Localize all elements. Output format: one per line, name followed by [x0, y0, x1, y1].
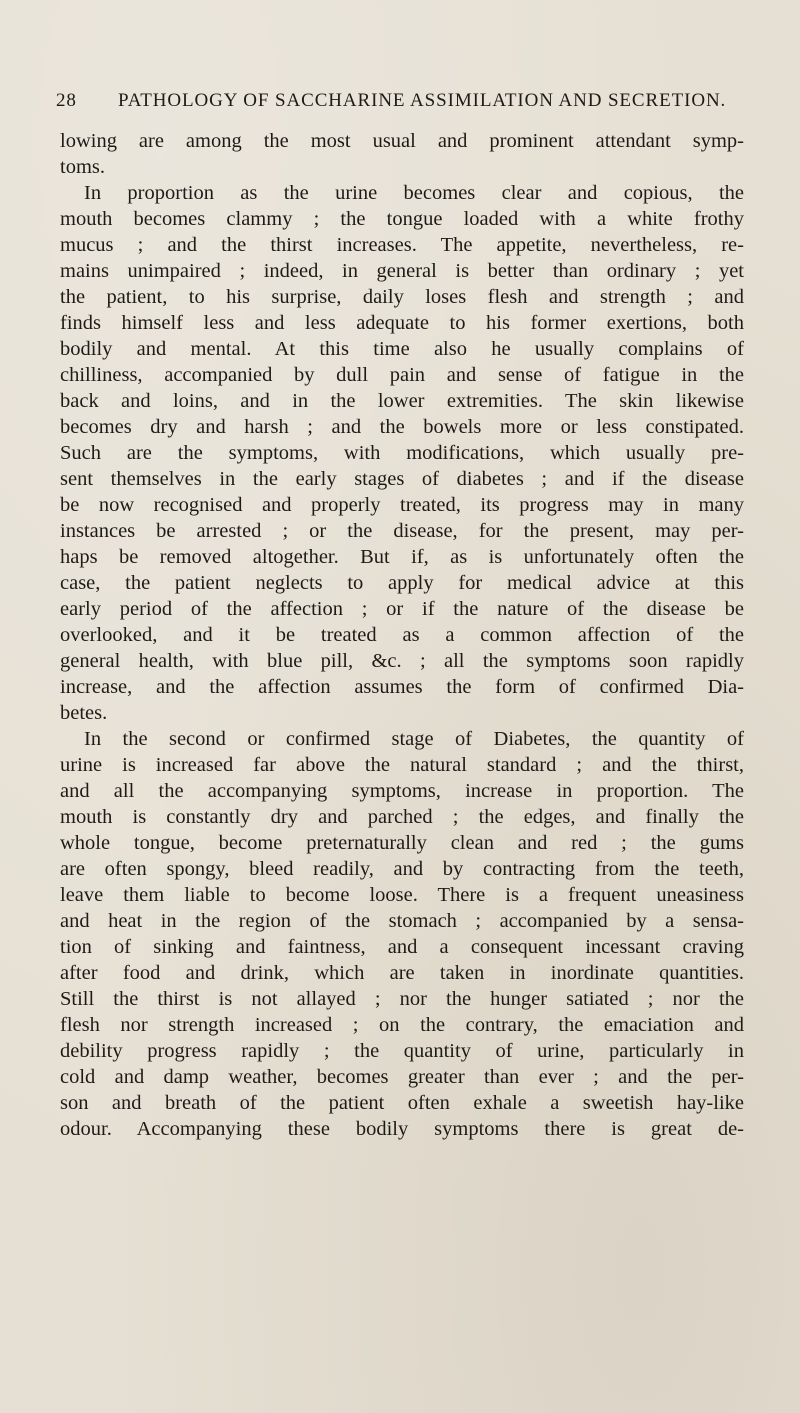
page-number: 28: [56, 90, 77, 111]
text-line: mouth is constantly dry and parched ; the edges, and finally the: [60, 806, 744, 828]
text-line: be now recognised and properly treated, its progress may in many: [60, 494, 744, 516]
text-line: whole tongue, become preternaturally clean and red ; the gums: [60, 832, 744, 854]
text-line: lowing are among the most usual and prominent attendant symp-: [60, 130, 744, 152]
text-line: overlooked, and it be treated as a common affection of the: [60, 624, 744, 646]
text-line: debility progress rapidly ; the quantity of urine, particularly in: [60, 1040, 744, 1062]
text-line: leave them liable to become loose. There is a frequent uneasiness: [60, 884, 744, 906]
text-line: In the second or confirmed stage of Diabetes, the quantity of: [84, 728, 744, 750]
text-line: and all the accompanying symptoms, increase in proportion. The: [60, 780, 744, 802]
text-line: tion of sinking and faintness, and a consequent incessant craving: [60, 936, 744, 958]
text-line: flesh nor strength increased ; on the contrary, the emaciation and: [60, 1014, 744, 1036]
body-text: [60, 128, 744, 1142]
running-head-title: PATHOLOGY OF SACCHARINE ASSIMILATION AND SECRETION.: [118, 90, 727, 111]
text-line: toms.: [60, 156, 105, 178]
text-line: mouth becomes clammy ; the tongue loaded with a white frothy: [60, 208, 744, 230]
text-line: general health, with blue pill, &c. ; all the symptoms soon rapidly: [60, 650, 744, 672]
text-line: finds himself less and less adequate to his former exertions, both: [60, 312, 744, 334]
text-line: haps be removed altogether. But if, as is unfortunately often the: [60, 546, 744, 568]
text-line: odour. Accompanying these bodily symptoms there is great de-: [60, 1118, 744, 1140]
text-line: In proportion as the urine becomes clear and copious, the: [84, 182, 744, 204]
text-line: Still the thirst is not allayed ; nor the hunger satiated ; nor the: [60, 988, 744, 1010]
text-line: Such are the symptoms, with modifications, which usually pre-: [60, 442, 744, 464]
text-line: early period of the affection ; or if the nature of the disease be: [60, 598, 744, 620]
text-line: mucus ; and the thirst increases. The appetite, nevertheless, re-: [60, 234, 744, 256]
text-line: cold and damp weather, becomes greater than ever ; and the per-: [60, 1066, 744, 1088]
text-line: urine is increased far above the natural standard ; and the thirst,: [60, 754, 744, 776]
text-line: chilliness, accompanied by dull pain and sense of fatigue in the: [60, 364, 744, 386]
text-line: the patient, to his surprise, daily loses flesh and strength ; and: [60, 286, 744, 308]
text-line: after food and drink, which are taken in inordinate quantities.: [60, 962, 744, 984]
text-line: case, the patient neglects to apply for medical advice at this: [60, 572, 744, 594]
text-line: bodily and mental. At this time also he usually complains of: [60, 338, 744, 360]
text-line: mains unimpaired ; indeed, in general is better than ordinary ; yet: [60, 260, 744, 282]
text-line: and heat in the region of the stomach ; accompanied by a sensa-: [60, 910, 744, 932]
text-line: back and loins, and in the lower extremities. The skin likewise: [60, 390, 744, 412]
text-line: sent themselves in the early stages of diabetes ; and if the disease: [60, 468, 744, 490]
text-line: increase, and the affection assumes the form of confirmed Dia-: [60, 676, 744, 698]
text-line: son and breath of the patient often exhale a sweetish hay-like: [60, 1092, 744, 1114]
running-head: [56, 88, 756, 114]
text-line: are often spongy, bleed readily, and by contracting from the teeth,: [60, 858, 744, 880]
text-line: instances be arrested ; or the disease, for the present, may per-: [60, 520, 744, 542]
text-line: betes.: [60, 702, 108, 724]
text-line: becomes dry and harsh ; and the bowels more or less constipated.: [60, 416, 744, 438]
